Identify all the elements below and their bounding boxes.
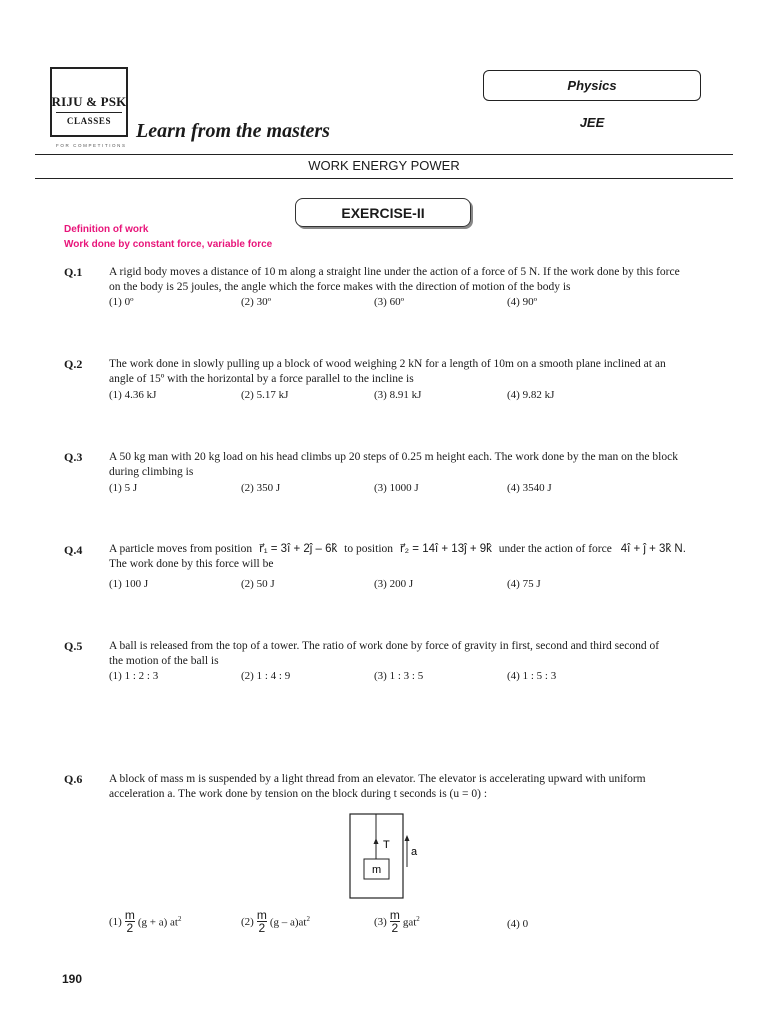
exercise-title-box xyxy=(295,198,471,227)
option: (3) 60º xyxy=(374,296,404,308)
fraction xyxy=(257,909,267,934)
subject-badge xyxy=(483,70,701,101)
exercise-title: EXERCISE-II xyxy=(341,204,425,221)
question-line: during climbing is xyxy=(109,466,194,478)
question-text xyxy=(109,265,709,295)
equation-r2: r⃗₂ = 14î + 13ĵ + 9k̂ xyxy=(399,543,492,555)
elevator-diagram xyxy=(345,810,425,902)
question-number: Q.3 xyxy=(64,450,83,464)
logo-tagline: FOR COMPETITIONS xyxy=(56,143,127,148)
question-number: Q.4 xyxy=(64,543,83,557)
question-text xyxy=(109,357,709,387)
option: (1) 5 J xyxy=(109,482,138,494)
exponent: 2 xyxy=(416,914,420,923)
question-line: on the body is 25 joules, the angle which the force makes with the direction of motion of the body is xyxy=(109,281,571,293)
option-prefix: (3) xyxy=(374,915,387,928)
subject-label: Physics xyxy=(567,78,617,93)
fraction-denominator: 2 xyxy=(126,921,134,935)
question-line: The work done in slowly pulling up a block of wood weighing 2 kN for a length of 10m on a smooth plane inclined at an xyxy=(109,358,666,370)
option-expression xyxy=(270,915,310,929)
question-line: angle of 15º with the horizontal by a force parallel to the incline is xyxy=(109,373,414,385)
logo-divider xyxy=(56,112,122,113)
option: (2) 50 J xyxy=(241,578,275,590)
exponent: 2 xyxy=(177,914,182,923)
fraction-numerator: m xyxy=(256,908,267,922)
top-divider xyxy=(35,154,733,155)
question-number: Q.2 xyxy=(64,357,83,371)
question-text xyxy=(109,639,709,669)
option-expression xyxy=(403,915,420,929)
option: (2) 30º xyxy=(241,296,271,308)
option: (2) 5.17 kJ xyxy=(241,389,289,401)
mass-label: m xyxy=(372,864,382,876)
question-number: Q.6 xyxy=(64,772,83,786)
page-number: 190 xyxy=(62,972,83,986)
chapter-title: WORK ENERGY POWER xyxy=(308,158,460,173)
question-line: acceleration a. The work done by tension on the block during t seconds is (u = 0) : xyxy=(109,788,488,800)
acceleration-label: a xyxy=(411,846,418,858)
question-line: A 50 kg man with 20 kg load on his head climbs up 20 steps of 0.25 m height each. The work done by the man on the block xyxy=(109,451,678,463)
acceleration-arrow-icon xyxy=(405,835,410,841)
option xyxy=(109,909,181,934)
question-line: the motion of the ball is xyxy=(109,655,219,667)
option: (4) 3540 J xyxy=(507,482,552,494)
question-text xyxy=(109,450,709,480)
option: (3) 200 J xyxy=(374,578,414,590)
option: (4) 0 xyxy=(507,918,529,930)
fraction-numerator: m xyxy=(389,908,400,922)
option: (1) 4.36 kJ xyxy=(109,389,157,401)
option: (3) 1 : 3 : 5 xyxy=(374,670,424,682)
section-heading: Work done by constant force, variable force xyxy=(64,239,273,250)
option: (2) 350 J xyxy=(241,482,281,494)
expression-text: (g + a) at xyxy=(137,916,178,929)
option xyxy=(241,909,310,934)
question-text xyxy=(109,772,709,802)
question-line: A block of mass m is suspended by a light thread from an elevator. The elevator is accelerating upward with uniform xyxy=(109,773,646,785)
option: (4) 9.82 kJ xyxy=(507,389,555,401)
option: (1) 100 J xyxy=(109,578,149,590)
option xyxy=(374,909,420,934)
question-fragment: A particle moves from position xyxy=(109,543,253,555)
option: (3) 1000 J xyxy=(374,482,419,494)
fraction xyxy=(390,909,400,934)
fraction-numerator: m xyxy=(124,908,135,922)
logo-title: RIJU & PSK xyxy=(51,94,127,109)
option: (1) 0º xyxy=(109,296,134,308)
question-text xyxy=(109,542,709,572)
tension-label: T xyxy=(383,839,390,851)
expression-text: (g – a)at xyxy=(269,916,307,929)
option-prefix: (2) xyxy=(241,915,254,928)
expression-text: gat xyxy=(402,916,417,929)
question-number: Q.5 xyxy=(64,639,83,653)
option: (4) 90º xyxy=(507,296,537,308)
question-fragment: to position xyxy=(344,543,394,555)
option: (4) 1 : 5 : 3 xyxy=(507,670,557,682)
equation-force: 4î + ĵ + 3k̂ N. xyxy=(620,543,686,555)
question-line xyxy=(109,542,709,557)
tagline: Learn from the masters xyxy=(136,120,330,142)
option: (3) 8.91 kJ xyxy=(374,389,422,401)
option: (1) 1 : 2 : 3 xyxy=(109,670,159,682)
section-heading: Definition of work xyxy=(64,224,149,235)
question-fragment: under the action of force xyxy=(498,543,612,555)
option: (4) 75 J xyxy=(507,578,541,590)
logo-subtitle: CLASSES xyxy=(66,116,112,126)
option-prefix: (1) xyxy=(109,915,122,928)
tension-arrow-icon xyxy=(374,838,379,844)
exam-label: JEE xyxy=(579,115,605,130)
question-line: A ball is released from the top of a tower. The ratio of work done by force of gravity in first, second and third second of xyxy=(109,640,660,652)
option-expression xyxy=(138,915,182,929)
question-line: A rigid body moves a distance of 10 m along a straight line under the action of a force of 5 N. If the work done by this force xyxy=(109,266,680,278)
question-line: The work done by this force will be xyxy=(109,558,274,570)
option: (2) 1 : 4 : 9 xyxy=(241,670,291,682)
question-number: Q.1 xyxy=(64,265,83,279)
fraction xyxy=(125,909,135,934)
fraction-denominator: 2 xyxy=(258,921,266,935)
fraction-denominator: 2 xyxy=(391,921,399,935)
exponent: 2 xyxy=(306,914,310,923)
bottom-divider xyxy=(35,178,733,179)
equation-r1: r⃗₁ = 3î + 2ĵ – 6k̂ xyxy=(258,543,338,555)
